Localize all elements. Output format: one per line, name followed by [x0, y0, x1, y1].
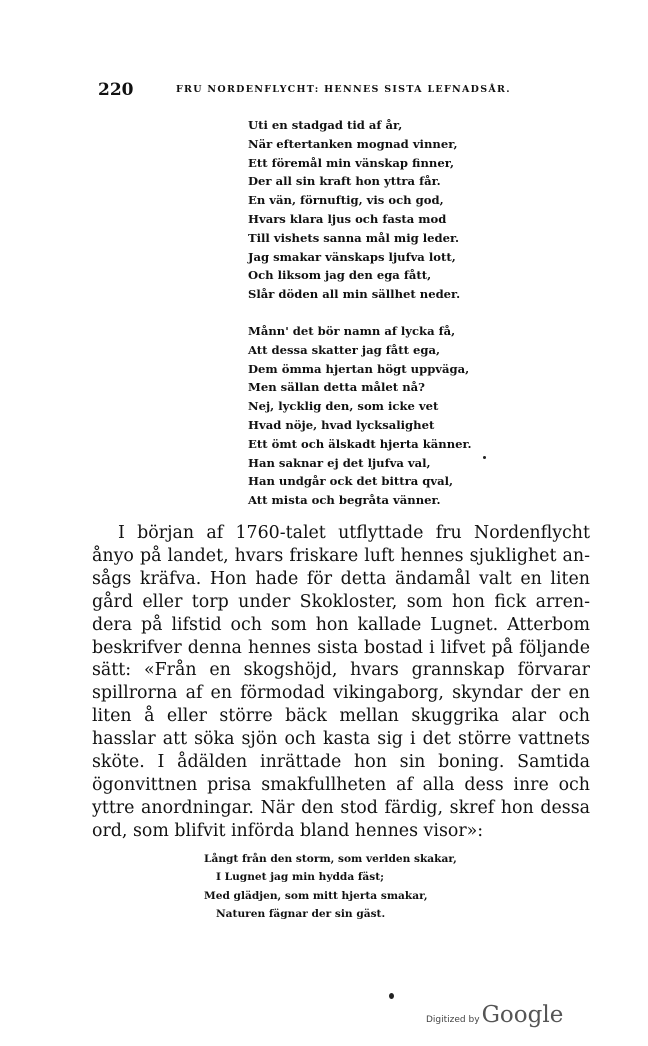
- poem-line: Ett ömt och älskadt hjerta känner.: [248, 436, 472, 451]
- poem-line: Och liksom jag den ega fått,: [248, 268, 432, 283]
- poem-line: Till vishets sanna mål mig leder.: [248, 230, 460, 245]
- poem-line: I Lugnet jag min hydda fäst;: [216, 871, 385, 884]
- ink-speck: [389, 993, 394, 999]
- poem-line: Dem ömma hjertan högt uppväga,: [248, 361, 470, 376]
- poem-line: Hvad nöje, hvad lycksalighet: [248, 417, 435, 432]
- prose-body: [92, 522, 590, 843]
- digitized-label: Digitized by: [426, 1015, 480, 1025]
- poem-line: Med glädjen, som mitt hjerta smakar,: [204, 889, 428, 902]
- poem-line: Att mista och begråta vänner.: [248, 493, 441, 508]
- running-title: FRU NORDENFLYCHT: HENNES SISTA LEFNADSÅR.: [176, 84, 511, 95]
- poem-line: Han saknar ej det ljufva val,: [248, 455, 431, 470]
- poem-line: Uti en stadgad tid af år,: [248, 118, 403, 132]
- poem-line: Han undgår ock det bittra qval,: [248, 474, 454, 489]
- poem-line: Ett föremål min vänskap finner,: [248, 155, 455, 170]
- visor-quote: [204, 850, 457, 923]
- poem-line: Jag smakar vänskaps ljufva lott,: [248, 249, 456, 264]
- digitized-by-google: [426, 1002, 563, 1028]
- poem-line: Hvars klara ljus och fasta mod: [248, 211, 447, 226]
- page-number: 220: [98, 80, 134, 100]
- poem-line: Långt från den storm, som verlden skakar,: [204, 853, 457, 865]
- poem-line: När eftertanken mognad vinner,: [248, 136, 458, 151]
- poem-stanza-1: [248, 116, 460, 304]
- poem-stanza-2: [248, 322, 472, 510]
- poem-line: Nej, lycklig den, som icke vet: [248, 399, 439, 414]
- poem-line: Naturen fägnar der sin gäst.: [216, 907, 386, 920]
- poem-line: Men sällan detta målet nå?: [248, 380, 425, 395]
- poem-line: Slår döden all min sällhet neder.: [248, 287, 461, 302]
- poem-line: Månn' det bör namn af lycka få,: [248, 324, 456, 338]
- poem-line: Att dessa skatter jag fått ega,: [248, 342, 441, 357]
- ink-speck: [483, 456, 486, 459]
- poem-line: Der all sin kraft hon yttra får.: [248, 174, 441, 189]
- google-logo-text: Google: [481, 1002, 564, 1028]
- poem-line: En vän, förnuftig, vis och god,: [248, 193, 444, 208]
- prose-paragraph: I början af 1760-talet utflyttade fru Nordenflycht ånyo på landet, hvars friskare luft hennes sjuklighet ansågs kräfva. Hon hade för detta ändamål valt en liten gård eller torp under Skokloster, som hon fick arrendera på lifstid och som hon kallade Lugnet. Atterbom beskrifver denna hennes sista bostad i lifvet på följande sätt: «Från en skogshöjd, hvars grannskap förvarar spillrorna af en förmodad vikingaborg, skyndar der en liten å eller större bäck mellan skuggrika alar och hasslar att söka sjön och kasta sig i det större vattnets sköte. I ådälden inrättade hon sin boning. Samtida ögonvittnen prisa smakfullheten af alla dess inre och yttre anordningar. När den stod färdig, skref hon dessa ord, som blifvit införda bland hennes visor»:: [92, 523, 590, 841]
